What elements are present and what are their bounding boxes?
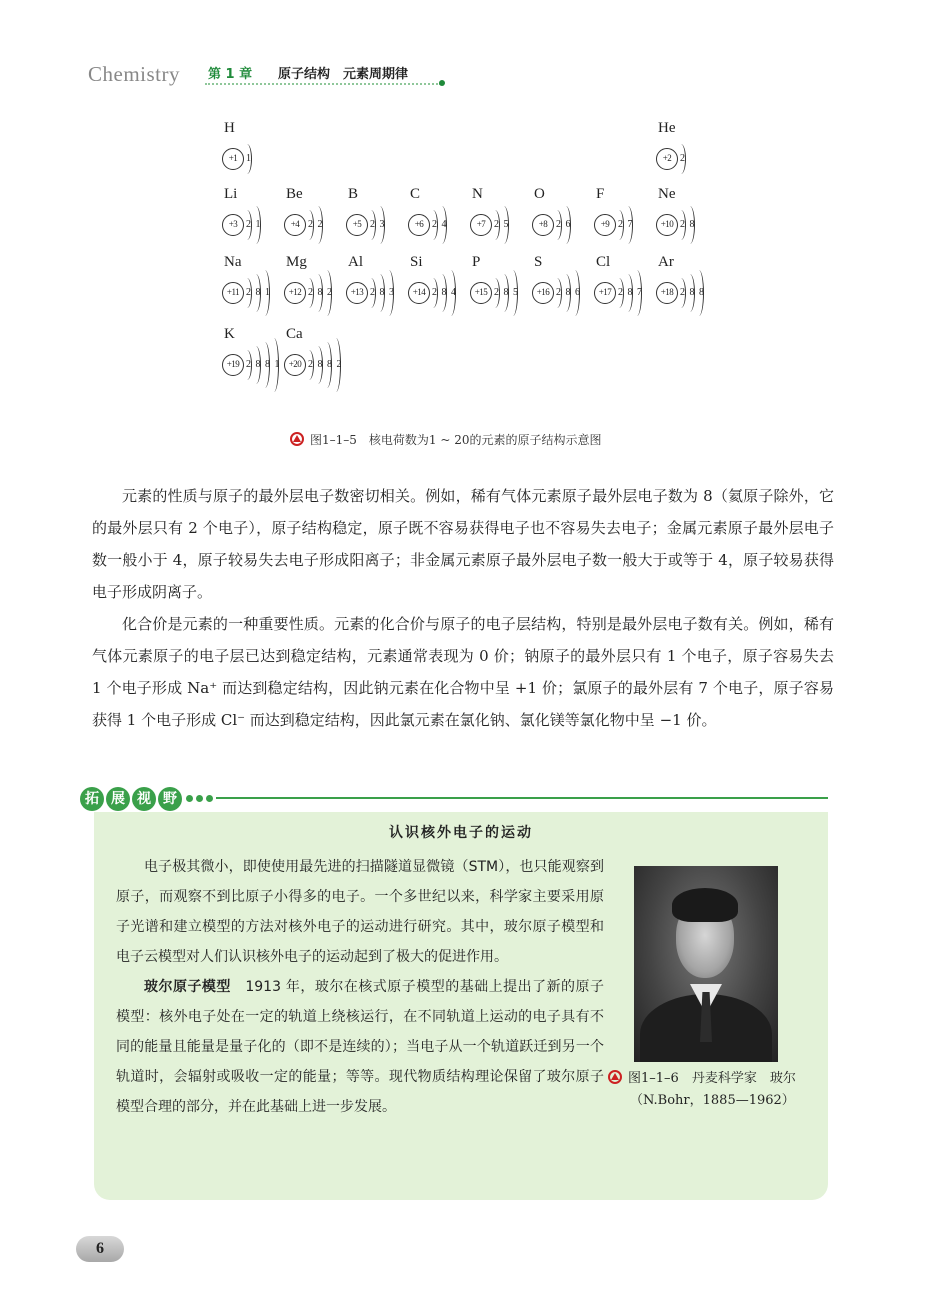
- electron-configuration: 1: [246, 153, 252, 164]
- bohr-model-text: 1913 年，玻尔在核式原子模型的基础上提出了新的原子模型：核外电子处在一定的轨道上绕核运行，在不同轨道上运动的电子具有不同的能量且能量是量子化的（即不是连续的）；当电子从一个轨道跃迁到另一个轨道时，会辐射或吸收一定的能量；等等。现代物质结构理论保留了玻尔原子模型合理的部分，并在此基础上进一步发展。: [116, 979, 605, 1115]
- header-dotted-rule: [205, 83, 441, 85]
- atom-p: [468, 254, 538, 320]
- badge-char: 视: [132, 787, 156, 811]
- extension-paragraph-1: 电子极其微小，即使使用最先进的扫描隧道显微镜（STM），也只能观察到原子，而观察不到比原子小得多的电子。一个多世纪以来，科学家主要采用原子光谱和建立模型的方法对核外电子的运动进行研究。其中，玻尔原子模型和电子云模型对人们认识核外电子的运动起到了极大的促进作用。: [116, 859, 604, 965]
- nucleus-charge: +5: [346, 214, 368, 236]
- atom-cl: [592, 254, 662, 320]
- atom-o: [530, 186, 600, 252]
- figure-marker-icon: [290, 432, 304, 446]
- atom-he: [654, 120, 724, 186]
- atom-n: [468, 186, 538, 252]
- nucleus-charge: +3: [222, 214, 244, 236]
- nucleus-charge: +14: [408, 282, 430, 304]
- atom-b: [344, 186, 414, 252]
- badge-dots-icon: [186, 795, 213, 802]
- photo-caption: [608, 1068, 818, 1112]
- element-symbol: S: [534, 254, 543, 270]
- atom-si: [406, 254, 476, 320]
- header-dot-icon: [439, 80, 445, 86]
- nucleus-charge: +2: [656, 148, 678, 170]
- nucleus-charge: +9: [594, 214, 616, 236]
- element-symbol: Cl: [596, 254, 611, 270]
- electron-configuration: 2 4: [432, 219, 448, 230]
- element-symbol: C: [410, 186, 421, 202]
- electron-configuration: 2 8 7: [618, 287, 643, 298]
- electron-configuration: 2 8 8: [680, 287, 705, 298]
- electron-configuration: 2 8 2: [308, 287, 333, 298]
- extension-badge: [80, 787, 182, 811]
- nucleus-charge: +13: [346, 282, 368, 304]
- main-text: [92, 480, 834, 736]
- electron-configuration: 2 8 4: [432, 287, 457, 298]
- atom-k: [220, 326, 290, 392]
- badge-char: 野: [158, 787, 182, 811]
- badge-char: 展: [106, 787, 130, 811]
- nucleus-charge: +6: [408, 214, 430, 236]
- atom-c: [406, 186, 476, 252]
- element-symbol: Si: [410, 254, 423, 270]
- paragraph-1: 元素的性质与原子的最外层电子数密切相关。例如，稀有气体元素原子最外层电子数为 8（氦原子除外，它的最外层只有 2 个电子），原子结构稳定，原子既不容易获得电子也不容易失去电子；金属元素原子最外层电子数一般小于 4，原子较易失去电子形成阳离子；非金属元素原子最外层电子数一般大于或等于 4，原子较易获得电子形成阴离子。: [92, 487, 834, 601]
- atom-h: [220, 120, 290, 186]
- atom-f: [592, 186, 662, 252]
- atom-ne: [654, 186, 724, 252]
- extension-rule: [216, 797, 828, 799]
- paragraph-2: 化合价是元素的一种重要性质。元素的化合价与原子的电子层结构，特别是最外层电子数有关。例如，稀有气体元素原子的电子层已达到稳定结构，元素通常表现为 0 价；钠原子的最外层只有 1 个电子，原子容易失去 1 个电子形成 Na⁺ 而达到稳定结构，因此钠元素在化合物中呈 +1 价；氯原子的最外层有 7 个电子，原子容易获得 1 个电子形成 Cl⁻ 而达到稳定结构，因此氯元素在氯化钠、氯化镁等氯化物中呈 −1 价。: [92, 615, 834, 729]
- photo-caption-line-2: （N.Bohr，1885—1962）: [630, 1093, 795, 1108]
- electron-configuration: 2 2: [308, 219, 324, 230]
- element-symbol: H: [224, 120, 235, 136]
- electron-configuration: 2 6: [556, 219, 572, 230]
- extension-header: [80, 785, 828, 813]
- electron-configuration: 2 8 6: [556, 287, 581, 298]
- electron-configuration: 2 8 1: [246, 287, 271, 298]
- figure-marker-icon: [608, 1070, 622, 1084]
- page-number: 6: [76, 1236, 124, 1262]
- atom-s: [530, 254, 600, 320]
- extension-title: 认识核外电子的运动: [389, 825, 533, 841]
- atom-al: [344, 254, 414, 320]
- atom-ca: [282, 326, 352, 392]
- extension-text: [116, 852, 604, 1122]
- atom-be: [282, 186, 352, 252]
- nucleus-charge: +17: [594, 282, 616, 304]
- nucleus-charge: +12: [284, 282, 306, 304]
- element-symbol: F: [596, 186, 605, 202]
- element-symbol: O: [534, 186, 545, 202]
- electron-configuration: 2 3: [370, 219, 386, 230]
- bohr-model-keyword: 玻尔原子模型: [144, 979, 231, 995]
- atom-ar: [654, 254, 724, 320]
- element-symbol: N: [472, 186, 483, 202]
- nucleus-charge: +19: [222, 354, 244, 376]
- photo-caption-line-1: 图1–1–6 丹麦科学家 玻尔: [628, 1071, 796, 1086]
- electron-configuration: 2 7: [618, 219, 634, 230]
- element-symbol: P: [472, 254, 481, 270]
- nucleus-charge: +7: [470, 214, 492, 236]
- nucleus-charge: +8: [532, 214, 554, 236]
- electron-configuration: 2 8 8 2: [308, 359, 343, 370]
- element-symbol: Mg: [286, 254, 307, 270]
- electron-configuration: 2 8 8 1: [246, 359, 281, 370]
- electron-configuration: 2: [680, 153, 686, 164]
- bohr-portrait: [634, 866, 778, 1062]
- nucleus-charge: +15: [470, 282, 492, 304]
- element-symbol: He: [658, 120, 676, 136]
- element-symbol: B: [348, 186, 359, 202]
- chapter-title: 原子结构 元素周期律: [278, 67, 409, 82]
- element-symbol: Ar: [658, 254, 674, 270]
- electron-configuration: 2 8: [680, 219, 696, 230]
- atom-na: [220, 254, 290, 320]
- atom-mg: [282, 254, 352, 320]
- book-brand: Chemistry: [88, 62, 180, 86]
- electron-configuration: 2 5: [494, 219, 510, 230]
- chapter-number: 第 1 章: [208, 67, 253, 82]
- electron-configuration: 2 1: [246, 219, 262, 230]
- element-symbol: Na: [224, 254, 242, 270]
- nucleus-charge: +1: [222, 148, 244, 170]
- electron-configuration: 2 8 3: [370, 287, 395, 298]
- extension-box: [94, 812, 828, 1200]
- nucleus-charge: +4: [284, 214, 306, 236]
- element-symbol: K: [224, 326, 235, 342]
- nucleus-charge: +18: [656, 282, 678, 304]
- nucleus-charge: +16: [532, 282, 554, 304]
- nucleus-charge: +10: [656, 214, 678, 236]
- element-symbol: Li: [224, 186, 238, 202]
- electron-configuration: 2 8 5: [494, 287, 519, 298]
- nucleus-charge: +11: [222, 282, 244, 304]
- extension-paragraph-2: [116, 972, 604, 1122]
- element-symbol: Al: [348, 254, 363, 270]
- element-symbol: Ne: [658, 186, 676, 202]
- running-header: [88, 58, 448, 88]
- atom-structure-figure: [220, 120, 720, 420]
- atom-li: [220, 186, 290, 252]
- element-symbol: Be: [286, 186, 303, 202]
- badge-char: 拓: [80, 787, 104, 811]
- figure-caption: [290, 431, 602, 448]
- figure-caption-text: 图1–1–5 核电荷数为1 ~ 20的元素的原子结构示意图: [310, 433, 602, 447]
- nucleus-charge: +20: [284, 354, 306, 376]
- element-symbol: Ca: [286, 326, 303, 342]
